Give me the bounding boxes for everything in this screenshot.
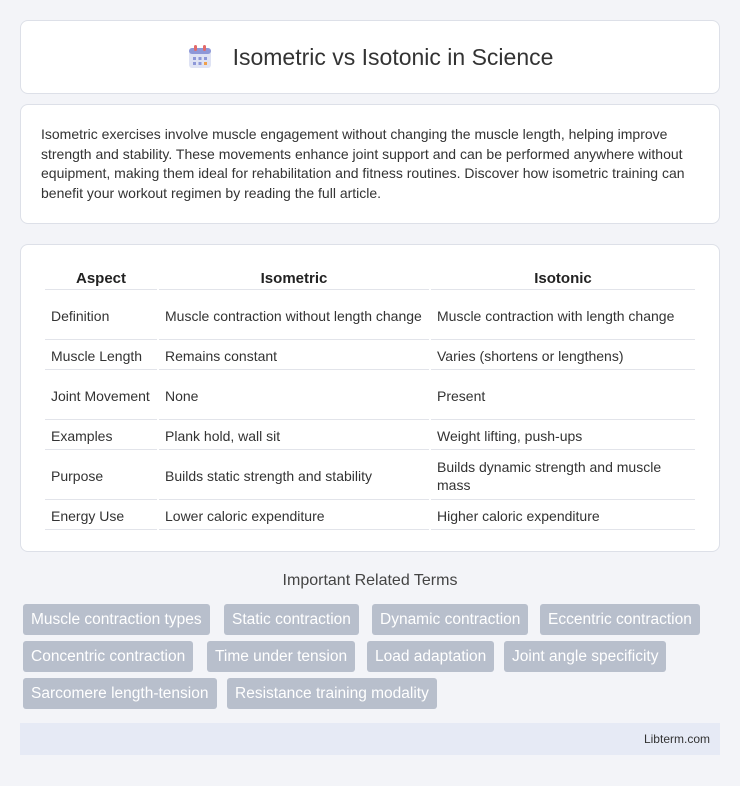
intro-text: Isometric exercises involve muscle engagement without changing the muscle length, helping improve strength and stability. These movements enhance joint support and can be performed anywhere without equipment, making them ideal for rehabilitation and fitness routines. Discover how isometric training can benefit your workout regimen by reading the full article. (41, 126, 685, 201)
table-row (45, 342, 695, 370)
comparison-table (43, 265, 697, 532)
table-cell: Examples (45, 422, 157, 450)
term-tag[interactable]: Time under tension (207, 641, 355, 672)
term-tag[interactable]: Load adaptation (367, 641, 494, 672)
term-tag[interactable]: Sarcomere length-tension (23, 678, 217, 709)
table-header-row (45, 267, 695, 290)
table-cell: Definition (45, 292, 157, 340)
table-cell: Muscle contraction with length change (431, 292, 695, 340)
table-cell: Plank hold, wall sit (159, 422, 429, 450)
term-tag[interactable]: Eccentric contraction (540, 604, 700, 635)
table-cell: Builds dynamic strength and muscle mass (431, 452, 695, 500)
table-cell: Muscle Length (45, 342, 157, 370)
table-row (45, 292, 695, 340)
footer-site-link[interactable]: Libterm.com (643, 732, 710, 746)
term-tag[interactable]: Static contraction (224, 604, 359, 635)
table-cell: Lower caloric expenditure (159, 502, 429, 530)
term-tag[interactable]: Dynamic contraction (372, 604, 528, 635)
table-cell: Varies (shortens or lengthens) (431, 342, 695, 370)
column-header: Isometric (159, 267, 429, 290)
table-row (45, 372, 695, 420)
table-row (45, 502, 695, 530)
term-tag[interactable]: Resistance training modality (227, 678, 437, 709)
table-cell: Present (431, 372, 695, 420)
column-header: Isotonic (431, 267, 695, 290)
table-cell: Weight lifting, push-ups (431, 422, 695, 450)
table-cell: Higher caloric expenditure (431, 502, 695, 530)
table-cell: Builds static strength and stability (159, 452, 429, 500)
table-row (45, 422, 695, 450)
term-tag[interactable]: Muscle contraction types (23, 604, 210, 635)
comparison-table-card (20, 244, 720, 552)
table-cell: Energy Use (45, 502, 157, 530)
table-row (45, 452, 695, 500)
table-cell: Muscle contraction without length change (159, 292, 429, 340)
footer (20, 723, 720, 755)
table-cell: Purpose (45, 452, 157, 500)
related-terms-title: Important Related Terms (282, 572, 458, 589)
term-tag[interactable]: Concentric contraction (23, 641, 193, 672)
page-title: Isometric vs Isotonic in Science (232, 43, 554, 70)
calendar-icon (187, 44, 213, 70)
table-cell: None (159, 372, 429, 420)
term-tag[interactable]: Joint angle specificity (504, 641, 666, 672)
table-cell: Remains constant (159, 342, 429, 370)
intro-card (20, 104, 720, 224)
table-cell: Joint Movement (45, 372, 157, 420)
header-card (20, 20, 720, 94)
column-header: Aspect (45, 267, 157, 290)
